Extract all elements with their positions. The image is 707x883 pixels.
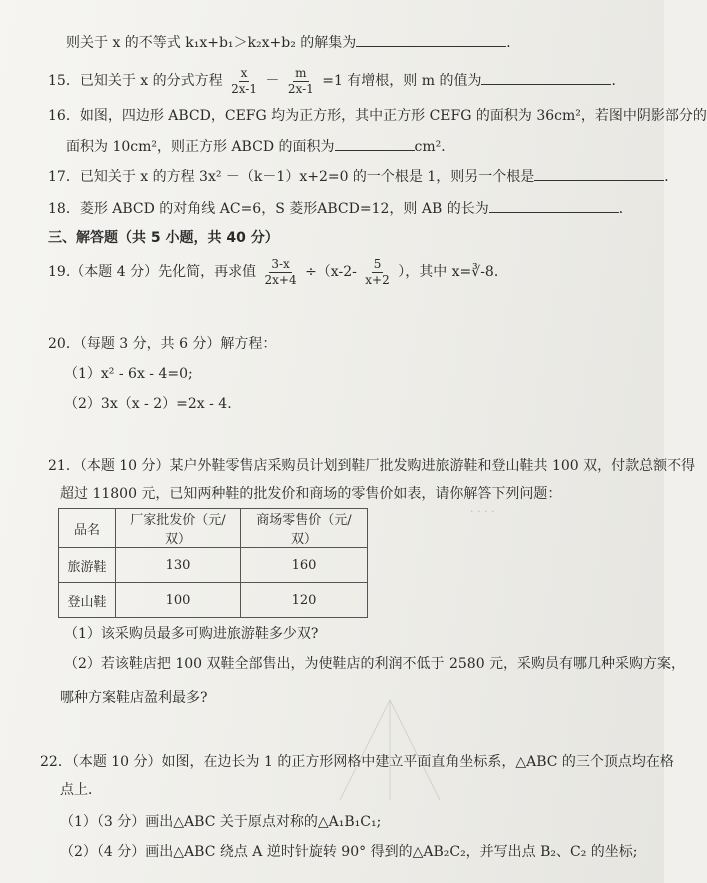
- table-cell: 100: [116, 583, 241, 618]
- q19-mid: ÷（x-2-: [305, 264, 357, 280]
- q22-part1: （1）（3 分）画出△ABC 关于原点对称的△A₁B₁C₁;: [60, 814, 382, 830]
- q16-line1: 16．如图，四边形 ABCD，CEFG 均为正方形，其中正方形 CEFG 的面积为 36cm²，若图中阴影部分的: [48, 108, 707, 124]
- table-header-row: [59, 509, 368, 548]
- q17-end: ．: [664, 169, 679, 185]
- q15-f1-num: x: [240, 65, 248, 80]
- q15: [48, 64, 625, 98]
- q22-line2: 点上．: [60, 782, 102, 798]
- table-cell: 130: [116, 548, 241, 583]
- q18-end: ．: [618, 201, 633, 217]
- table-cell: 160: [241, 548, 368, 583]
- table-header: 品名: [59, 509, 116, 548]
- q19-prefix: 19.（本题 4 分）先化简，再求值: [48, 264, 257, 280]
- q15-answer-blank[interactable]: [481, 70, 611, 85]
- q19-f2-num: 5: [373, 256, 382, 271]
- q21-part2: （2）若该鞋店把 100 双鞋全部售出，为使鞋店的利润不低于 2580 元，采购员有哪几种采购方案，: [64, 656, 686, 672]
- table-cell: 旅游鞋: [59, 548, 116, 583]
- q16-line2: [66, 136, 455, 157]
- q19-f2-den: x+2: [365, 272, 390, 287]
- q15-f2-num: m: [295, 65, 307, 80]
- q18: [48, 198, 633, 219]
- q22-line1: 22．（本题 10 分）如图，在边长为 1 的正方形网格中建立平面直角坐标系，△ABC 的三个顶点均在格: [40, 754, 674, 770]
- price-table: [58, 508, 368, 618]
- table-header: 厂家批发价（元/双）: [116, 509, 241, 548]
- bleed-through-diagram: [330, 680, 530, 810]
- q19: [48, 254, 508, 290]
- table-cell: 登山鞋: [59, 583, 116, 618]
- q15-minus: －: [265, 73, 280, 89]
- q19-f1-num: 3-x: [271, 256, 290, 271]
- q18-text: 18．菱形 ABCD 的对角线 AC=6，S 菱形ABCD=12，则 AB 的长为: [48, 201, 489, 217]
- q15-prefix: 15．已知关于 x 的分式方程: [48, 73, 223, 89]
- q21-part1: （1）该采购员最多可购进旅游鞋多少双?: [64, 626, 319, 642]
- q17-text: 17．已知关于 x 的方程 3x² －（k－1）x+2=0 的一个根是 1，则另一个根是: [48, 169, 535, 185]
- section-3-title: 三、解答题（共 5 小题，共 40 分）: [48, 230, 279, 246]
- q19-fraction-1: [263, 257, 299, 288]
- q21-line2: 超过 11800 元，已知两种鞋的批发价和商场的零售价如表，请你解答下列问题：: [60, 486, 562, 502]
- q21-line1: 21．（本题 10 分）某户外鞋零售店采购员计划到鞋厂批发购进旅游鞋和登山鞋共 100 双，付款总额不得: [48, 458, 696, 474]
- q18-answer-blank[interactable]: [489, 198, 619, 213]
- q20-part2: （2）3x（x - 2）=2x - 4.: [64, 396, 232, 412]
- q22-part2: （2）（4 分）画出△ABC 绕点 A 逆时针旋转 90° 得到的△AB₂C₂，并写出点 B₂、C₂ 的坐标;: [60, 844, 638, 860]
- q19-f1-den: 2x+4: [264, 272, 297, 287]
- table-row: [59, 583, 368, 618]
- q14-text: 则关于 x 的不等式 k₁x+b₁＞k₂x+b₂ 的解集为: [66, 35, 357, 51]
- q19-suffix: ），其中 x=∛-8．: [398, 264, 508, 280]
- q20-part1: （1）x² - 6x - 4=0;: [64, 366, 193, 382]
- bleed-through-text: · · · ·: [470, 505, 495, 518]
- q15-fraction-2: [286, 66, 316, 97]
- table-header: 商场零售价（元/双）: [241, 509, 368, 548]
- q14-tail: [66, 32, 520, 53]
- q15-rest: =1 有增根，则 m 的值为: [322, 73, 482, 89]
- q15-f2-den: 2x-1: [287, 81, 314, 96]
- table-row: [59, 548, 368, 583]
- q19-fraction-2: [363, 257, 391, 288]
- q20-title: 20．（每题 3 分，共 6 分）解方程：: [48, 336, 277, 352]
- q16-line2-text: 面积为 10cm²，则正方形 ABCD 的面积为: [66, 139, 335, 155]
- q15-f1-den: 2x-1: [231, 81, 257, 96]
- q15-end: ．: [611, 73, 626, 89]
- q14-end: ．: [506, 35, 521, 51]
- q17-answer-blank[interactable]: [534, 166, 664, 181]
- q14-answer-blank[interactable]: [356, 32, 506, 47]
- q16-unit: cm²．: [414, 139, 456, 155]
- q16-answer-blank[interactable]: [335, 136, 415, 151]
- table-cell: 120: [241, 583, 368, 618]
- q15-fraction-1: [229, 66, 259, 97]
- q21-part2-cont: 哪种方案鞋店盈利最多?: [60, 690, 208, 706]
- q17: [48, 166, 678, 187]
